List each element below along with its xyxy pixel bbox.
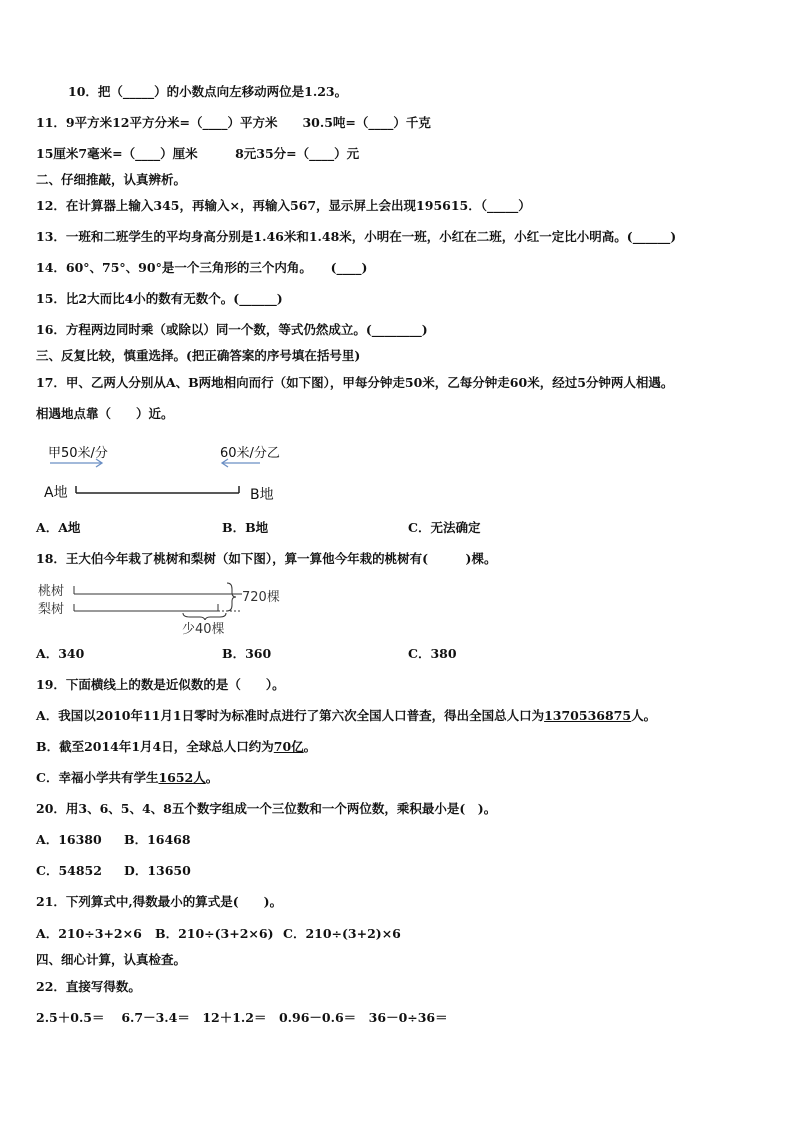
- q19-option-c-number: 1652人: [158, 770, 206, 785]
- q19-option-c: [36, 770, 218, 786]
- section-3-heading: 三、反复比较，慎重选择。(把正确答案的序号填在括号里): [36, 348, 361, 363]
- question-22: 22．直接写得数。: [36, 979, 141, 994]
- q18-option-b: B．360: [222, 646, 272, 661]
- pear-label: 梨树: [38, 602, 65, 617]
- q19-option-a-unit: 人。: [631, 708, 657, 723]
- question-21: 21．下列算式中,得数最小的算式是( )。: [36, 894, 283, 909]
- question-11-part1: 11．9平方米12平方分米=（____）平方米 30.5吨=（____）千克: [36, 115, 431, 130]
- q19-option-a-text: A．我国以2010年11月1日零时为标准时点进行了第六次全国人口普查，得出全国总人口为: [36, 708, 545, 723]
- meeting-diagram: [36, 436, 286, 506]
- question-13: 13．一班和二班学生的平均身高分别是1.46米和1.48米，小明在一班，小红在二班，小红一定比小明高。(______): [36, 229, 677, 244]
- question-11-part2: 15厘米7毫米=（____）厘米 8元35分=（____）元: [36, 146, 360, 161]
- left-arrow-icon: [220, 458, 262, 468]
- q18-option-c: C．380: [408, 646, 457, 661]
- right-arrow-icon: [50, 458, 106, 468]
- q21-option-c: C．210÷(3+2)×6: [283, 926, 401, 941]
- q18-option-a: A．340: [36, 646, 85, 661]
- point-b-label: B地: [250, 487, 274, 503]
- question-18: 18．王大伯今年栽了桃树和梨树（如下图），算一算他今年栽的桃树有( )棵。: [36, 551, 497, 566]
- q19-option-b-text: B．截至2014年1月4日，全球总人口约为: [36, 739, 274, 754]
- question-12: 12．在计算器上输入345，再输入×，再输入567，显示屏上会出现195615．（_____）: [36, 198, 531, 213]
- q19-option-b-end: 。: [303, 739, 317, 754]
- section-4-heading: 四、细心计算，认真检查。: [36, 952, 187, 967]
- question-16: 16．方程两边同时乘（或除以）同一个数，等式仍然成立。(________): [36, 322, 428, 337]
- q19-option-c-end: 。: [205, 770, 219, 785]
- question-19: 19．下面横线上的数是近似数的是（ ）。: [36, 677, 285, 692]
- q22-calculations: 2.5＋0.5＝ 6.7－3.4＝ 12＋1.2＝ 0.96－0.6＝ 36－0÷36＝: [36, 1010, 448, 1025]
- distance-segment: [74, 484, 242, 496]
- question-17-cont: 相遇地点靠（ ）近。: [36, 406, 174, 421]
- jia-speed-label: 甲50米/分: [48, 446, 108, 461]
- q19-option-b: [36, 739, 316, 755]
- tree-diagram: [36, 578, 296, 636]
- segment-bars: [72, 582, 242, 616]
- q20-option-a: A．16380: [36, 832, 102, 847]
- q19-option-b-number: 70亿: [273, 739, 304, 754]
- question-20: 20．用3、6、5、4、8五个数字组成一个三位数和一个两位数，乘积最小是( )。: [36, 801, 497, 816]
- question-17: 17．甲、乙两人分别从A、B两地相向而行（如下图），甲每分钟走50米，乙每分钟走60米，经过5分钟两人相遇。: [36, 375, 674, 390]
- total-label: 720棵: [242, 590, 280, 605]
- q21-option-b: B．210÷(3+2×6): [155, 926, 274, 941]
- q20-option-d: D．13650: [124, 863, 191, 878]
- q19-option-a: [36, 708, 656, 724]
- point-a-label: A地: [44, 485, 68, 501]
- question-14: 14．60°、75°、90°是一个三角形的三个内角。 (____): [36, 260, 368, 275]
- yi-speed-label: 60米/分乙: [220, 446, 280, 461]
- question-10: 10．把（_____）的小数点向左移动两位是1.23。: [68, 84, 348, 99]
- q21-option-a: A．210÷3+2×6: [36, 926, 142, 941]
- q17-option-a: A．A地: [36, 520, 81, 535]
- q19-option-a-number: 1370536875: [544, 708, 632, 723]
- q17-option-b: B．B地: [222, 520, 269, 535]
- question-15: 15．比2大而比4小的数有无数个。(______): [36, 291, 283, 306]
- total-brace-icon: [226, 582, 238, 612]
- section-2-heading: 二、仔细推敲，认真辨析。: [36, 172, 187, 187]
- peach-label: 桃树: [38, 584, 65, 599]
- less-label: 少40棵: [182, 622, 225, 637]
- q19-option-c-text: C．幸福小学共有学生: [36, 770, 159, 785]
- q20-option-b: B．16468: [124, 832, 191, 847]
- q20-option-c: C．54852: [36, 863, 102, 878]
- q17-option-c: C．无法确定: [408, 520, 481, 535]
